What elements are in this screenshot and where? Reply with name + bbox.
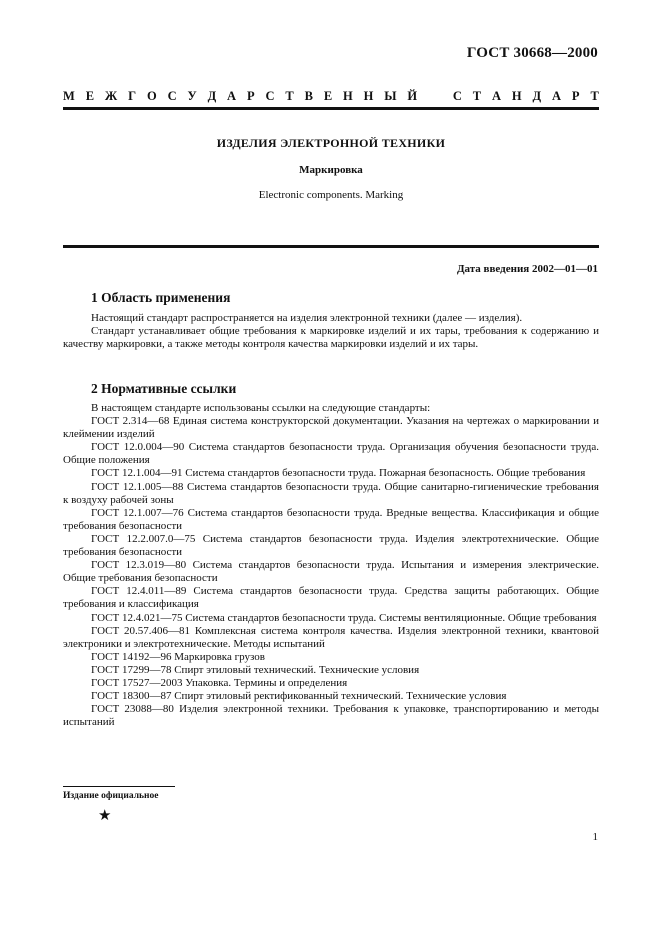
banner-letter: О: [146, 89, 157, 103]
banner-letter: Д: [207, 89, 217, 103]
banner-letter: А: [552, 89, 562, 103]
banner-letter: Й: [407, 89, 418, 103]
banner-letter: Г: [128, 89, 137, 103]
paragraph: Настоящий стандарт распространяется на изделия электронной техники (далее — изделия).: [91, 312, 523, 324]
banner-letter: Т: [472, 89, 482, 103]
banner-letter: С: [167, 89, 177, 103]
banner-letter: Т: [285, 89, 294, 103]
interstate-standard-banner: [63, 89, 599, 104]
reference-item: ГОСТ 17299—78 Спирт этиловый технический. Технические условия: [91, 663, 420, 676]
banner-letter: Н: [511, 89, 522, 103]
banner-letter: В: [304, 89, 313, 103]
section-2-heading: 2 Нормативные ссылки: [91, 381, 237, 396]
footer-rule: [63, 786, 175, 787]
section-2-body: [63, 402, 599, 729]
reference-item: ГОСТ 12.4.021—75 Система стандартов безопасности труда. Системы вентиляционные. Общие требования: [91, 611, 597, 624]
reference-item: ГОСТ 12.1.007—76 Система стандартов безопасности труда. Вредные вещества. Классификация и общие требования безопасности: [63, 506, 599, 532]
official-edition-label: Издание официальное: [63, 791, 159, 801]
page-number: 1: [592, 831, 598, 843]
standard-code: ГОСТ 30668—2000: [466, 45, 598, 61]
banner-letter: А: [492, 89, 502, 103]
banner-letter: Н: [343, 89, 353, 103]
document-title: ИЗДЕЛИЯ ЭЛЕКТРОННОЙ ТЕХНИКИ: [216, 136, 446, 150]
reference-item: ГОСТ 17527—2003 Упаковка. Термины и определения: [91, 676, 348, 689]
reference-item: ГОСТ 12.4.011—89 Система стандартов безопасности труда. Средства защиты работающих. Общие требования и классификация: [63, 585, 599, 611]
reference-item: ГОСТ 12.3.019—80 Система стандартов безопасности труда. Испытания и измерения электрические. Общие требования безопасности: [63, 559, 599, 585]
banner-letter: Е: [85, 89, 95, 103]
reference-item: ГОСТ 2.314—68 Единая система конструкторской документации. Указания на чертежах о маркировании и клеймении изделий: [63, 415, 599, 441]
reference-item: ГОСТ 20.57.406—81 Комплексная система контроля качества. Изделия электронной техники, квантовой электроники и электротехнические. Методы испытаний: [63, 624, 599, 650]
section-1-body: [63, 312, 599, 351]
banner-word-gap: [428, 89, 442, 104]
reference-item: ГОСТ 12.1.004—91 Система стандартов безопасности труда. Пожарная безопасность. Общие требования: [91, 467, 586, 480]
star-icon: ★: [98, 808, 112, 824]
banner-letter: Т: [590, 89, 599, 103]
banner-letter: С: [452, 89, 462, 103]
section-1-heading: 1 Область применения: [91, 290, 231, 305]
banner-letter: С: [265, 89, 275, 103]
banner-letter: У: [187, 89, 197, 103]
reference-item: ГОСТ 18300—87 Спирт этиловый ректификованный технический. Технические условия: [91, 690, 507, 703]
paragraph: Стандарт устанавливает общие требования к маркировке изделий и их тары, требования к содержанию и качеству маркировки, а также методы контроля качества маркировки изделий и их тары.: [63, 325, 599, 351]
banner-letter: Е: [323, 89, 333, 103]
introduction-date: Дата введения 2002—01—01: [456, 263, 598, 275]
banner-letter: М: [63, 89, 75, 103]
banner-letter: Н: [363, 89, 374, 103]
document-subtitle: Маркировка: [299, 164, 363, 176]
paragraph: В настоящем стандарте использованы ссылки на следующие стандарты:: [91, 402, 431, 414]
reference-item: ГОСТ 12.2.007.0—75 Система стандартов безопасности труда. Изделия электротехнические. Общие требования безопасности: [63, 532, 599, 559]
banner-letter: Ы: [384, 89, 397, 103]
english-title: Electronic components. Marking: [258, 189, 404, 201]
banner-letter: А: [227, 89, 237, 103]
reference-item: ГОСТ 14192—96 Маркировка грузов: [91, 650, 265, 663]
banner-letter: Д: [532, 89, 542, 103]
banner-letter: Р: [571, 89, 580, 103]
banner-rule: [63, 107, 599, 110]
banner-letter: Ж: [104, 89, 118, 103]
title-rule: [63, 245, 599, 248]
reference-item: ГОСТ 12.1.005—88 Система стандартов безопасности труда. Общие санитарно-гигиенические требования к воздуху рабочей зоны: [63, 480, 599, 506]
reference-item: ГОСТ 12.0.004—90 Система стандартов безопасности труда. Организация обучения безопасности труда. Общие положения: [63, 441, 599, 467]
banner-letter: Р: [246, 89, 255, 103]
reference-item: ГОСТ 23088—80 Изделия электронной техники. Требования к упаковке, транспортированию и методы испытаний: [63, 703, 599, 729]
